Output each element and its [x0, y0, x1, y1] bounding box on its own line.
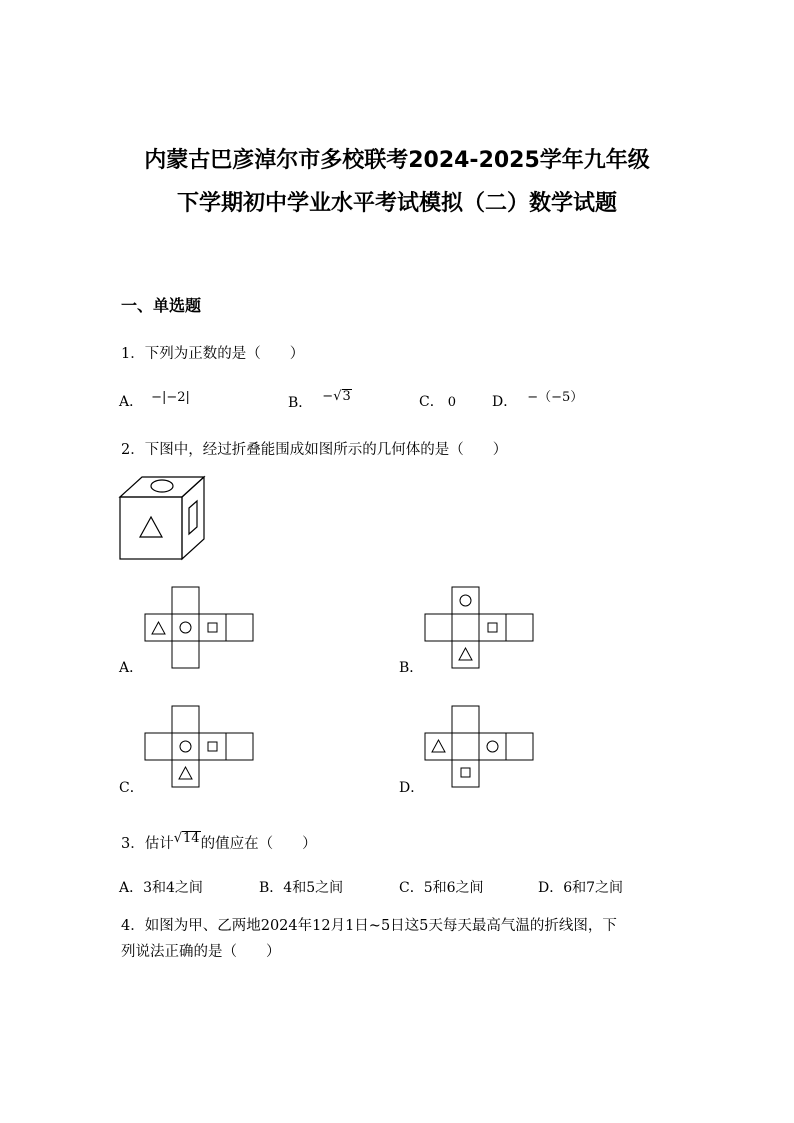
q2-option-c[interactable]: C． [119, 780, 144, 796]
question-1-stem: 1．下列为正数的是（ ） [121, 346, 305, 362]
square-icon [208, 623, 217, 632]
question-4-line1: 4．如图为甲、乙两地2024年12月1日~5日这5天每天最高气温的折线图，下 [121, 918, 617, 934]
paper-title-line1: 内蒙古巴彦淖尔市多校联考2024-2025学年九年级 [144, 148, 650, 173]
q2-option-a[interactable]: A． [119, 660, 144, 676]
circle-icon [460, 595, 471, 606]
option-letter: C． [419, 394, 444, 410]
triangle-icon [459, 648, 472, 660]
stem-text: 3．估计 [121, 836, 174, 852]
option-letter: D． [492, 394, 518, 410]
q1-option-a[interactable] [119, 391, 190, 411]
rectangle-icon [189, 501, 197, 534]
net-c [143, 705, 257, 791]
triangle-icon [152, 622, 165, 634]
circle-icon [487, 741, 498, 752]
q2-option-b[interactable]: B． [399, 660, 424, 676]
question-4-line2: 列说法正确的是（ ） [121, 944, 281, 960]
sqrt-expression [174, 831, 201, 846]
cube-figure [118, 475, 210, 561]
question-2-stem: 2．下图中，经过折叠能围成如图所示的几何体的是（ ） [121, 442, 508, 458]
q3-option-b[interactable]: B．4和5之间 [259, 880, 344, 896]
radicand: 3 [342, 389, 351, 404]
net-b [423, 586, 537, 672]
q2-option-d[interactable]: D． [399, 780, 425, 796]
option-letter: B． [288, 395, 313, 411]
q3-option-a[interactable]: A．3和4之间 [119, 880, 203, 896]
triangle-icon [432, 740, 445, 752]
q3-option-c[interactable]: C．5和6之间 [399, 880, 484, 896]
stem-text: 的值应在（ ） [200, 836, 317, 852]
option-expression [322, 389, 351, 404]
square-icon [461, 768, 470, 777]
paper-title-line2: 下学期初中学业水平考试模拟（二）数学试题 [176, 191, 617, 216]
section-heading: 一、单选题 [121, 296, 202, 315]
triangle-icon [179, 767, 192, 779]
circle-icon [151, 480, 173, 492]
question-3-stem [121, 832, 317, 853]
sqrt-symbol: √ [173, 831, 183, 846]
square-icon [488, 623, 497, 632]
q1-option-d[interactable] [492, 391, 583, 411]
net-a [143, 586, 257, 672]
square-icon [208, 742, 217, 751]
option-expression: 0 [447, 395, 456, 410]
q3-option-d[interactable]: D．6和7之间 [538, 880, 624, 896]
option-letter: A． [119, 394, 144, 410]
cube-front-face [120, 497, 182, 559]
q1-option-c[interactable] [419, 391, 456, 411]
cube-side-face [182, 477, 204, 559]
minus-sign: − [322, 389, 334, 404]
triangle-icon [140, 517, 162, 537]
sqrt-symbol: √ [333, 389, 342, 404]
net-d [423, 705, 537, 791]
option-expression: −（−5） [527, 390, 584, 405]
circle-icon [180, 741, 191, 752]
option-expression: −|−2| [151, 390, 190, 405]
circle-icon [180, 622, 191, 633]
q1-option-b[interactable] [288, 389, 352, 412]
radicand: 14 [183, 831, 200, 846]
